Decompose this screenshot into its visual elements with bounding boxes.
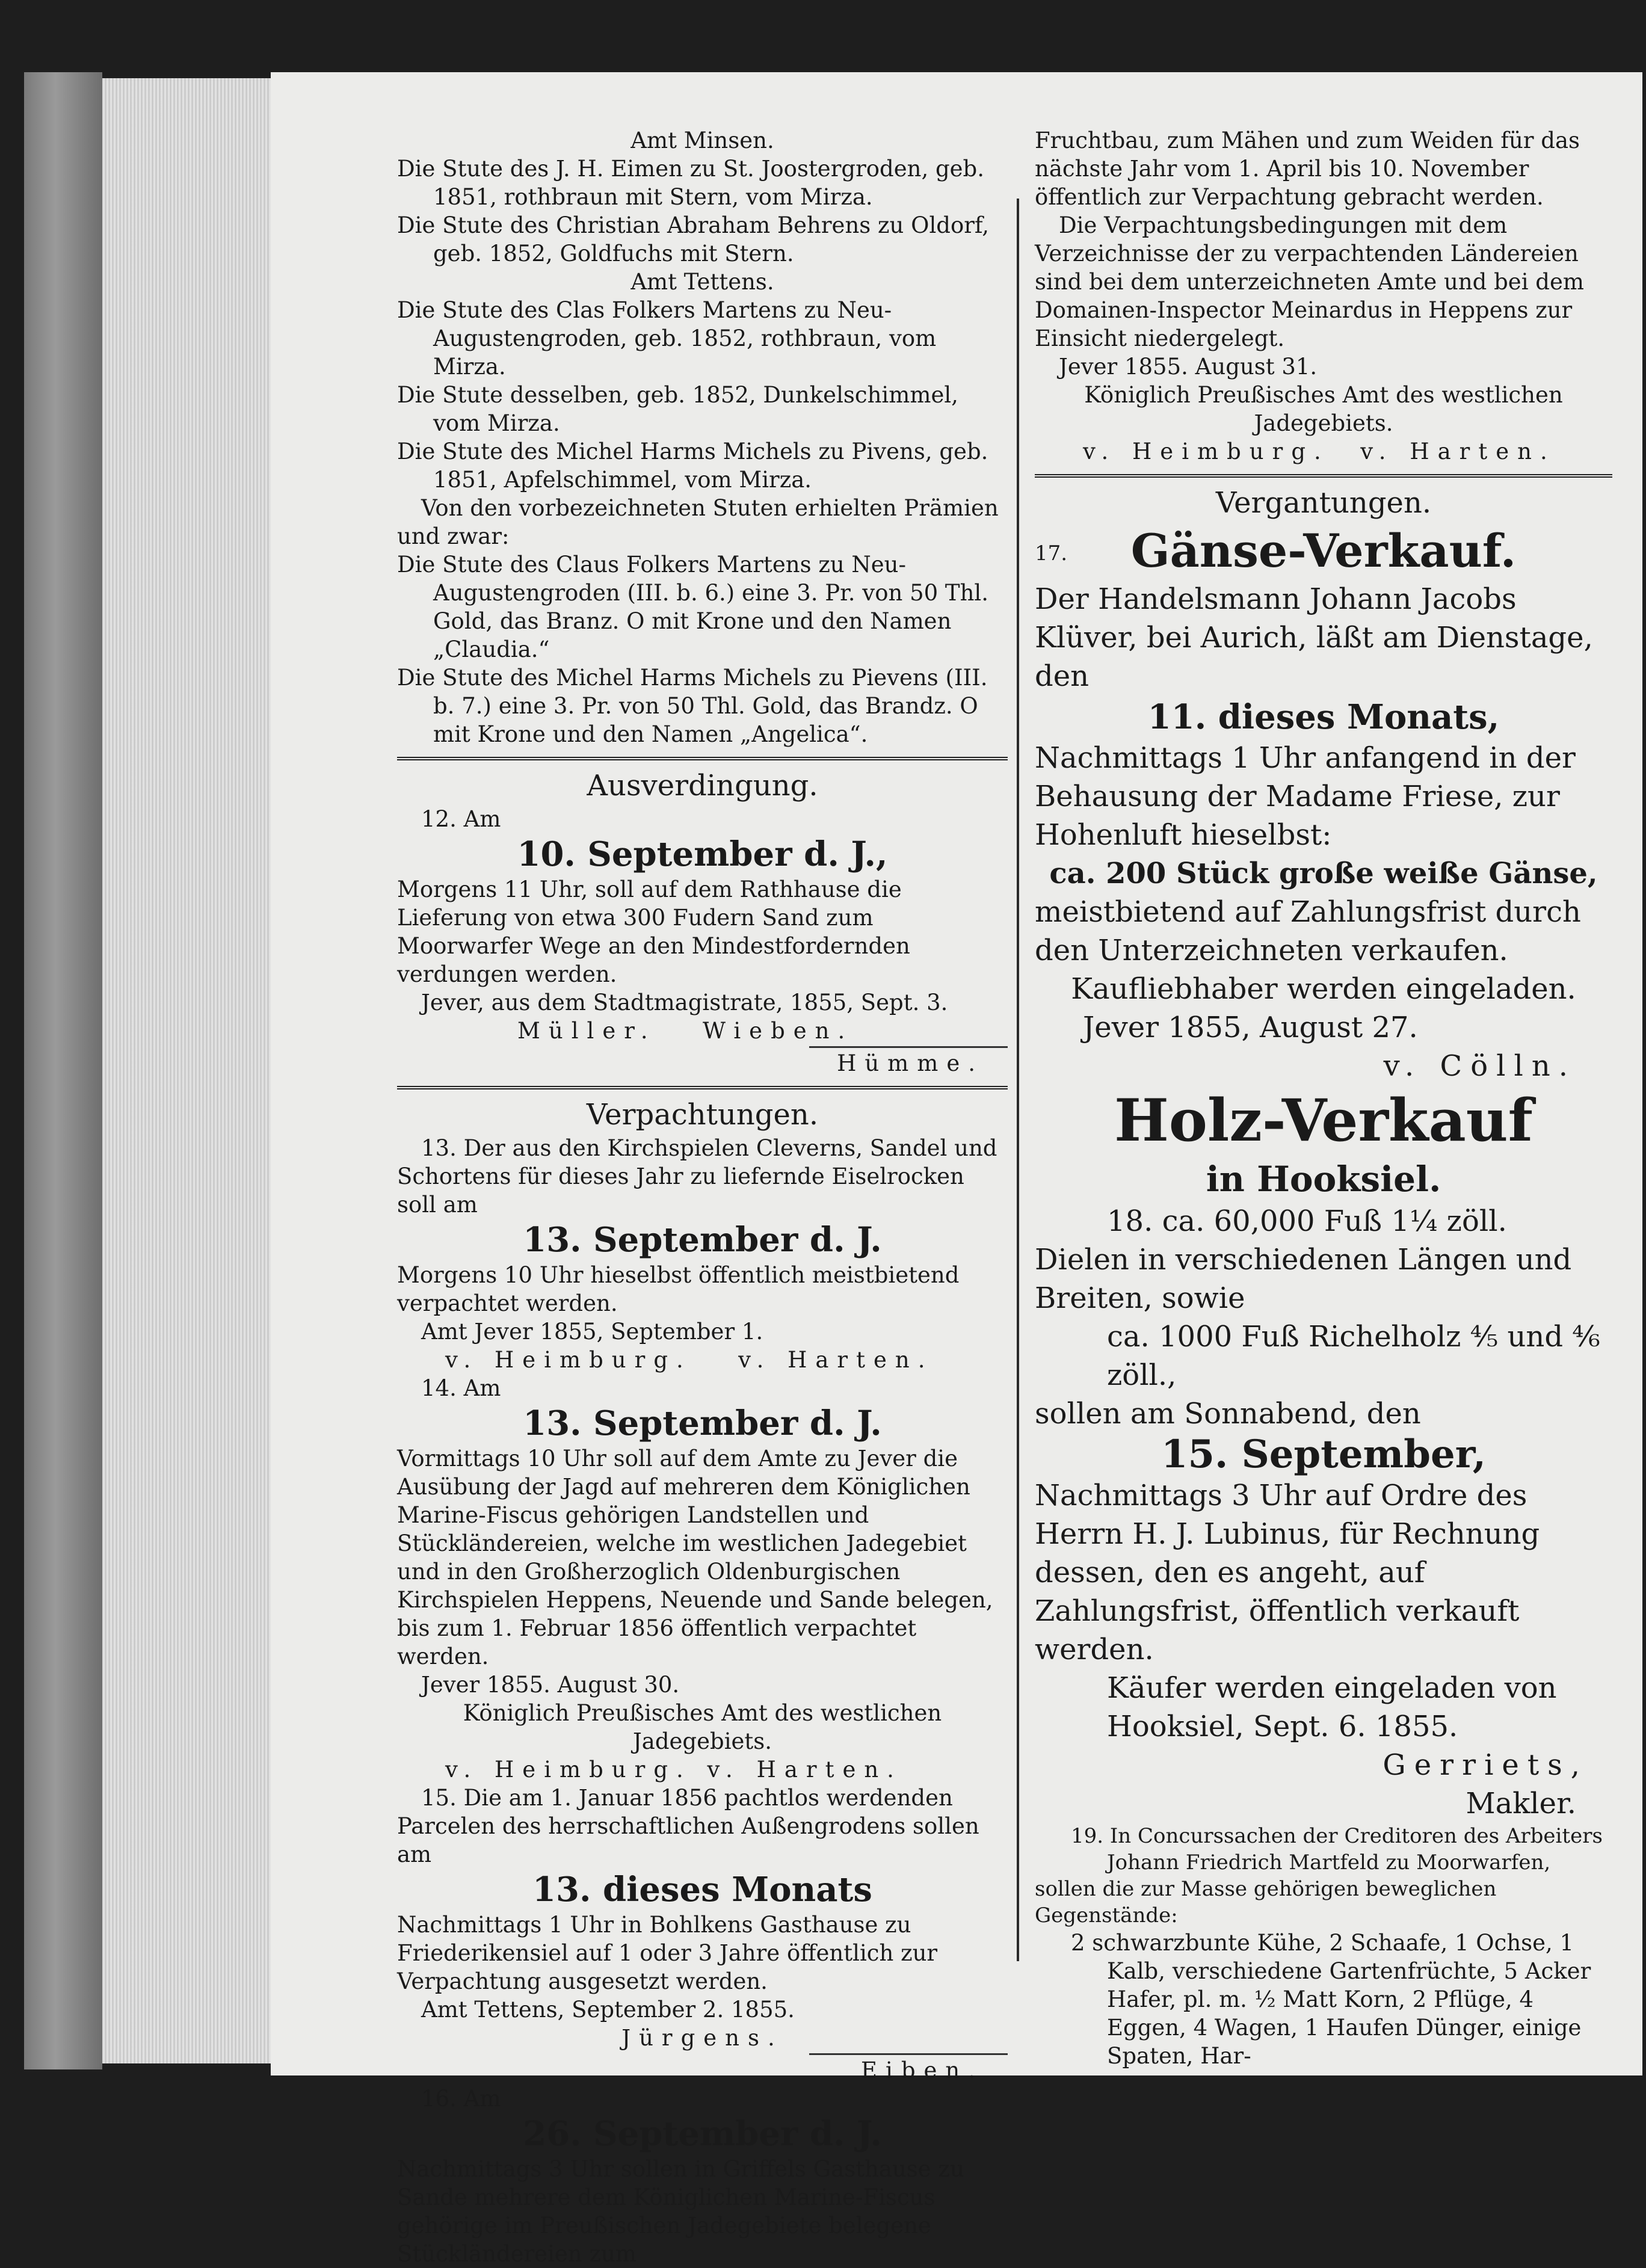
advert-date: 15. September, [1161,1432,1487,1477]
entry-text: Die Stute des Michel Harms Michels zu Pivens, geb. 1851, Apfelschimmel, vom Mirza. [397,439,988,493]
notice-intro: 12. Am [421,806,501,832]
notice-place: Jever, aus dem Stadtmagistrate, 1855, Sept. 3. [421,990,948,1015]
section-divider [1035,474,1612,478]
signature: v. Cölln. [1383,1049,1576,1083]
signature: Müller. [517,1018,656,1044]
office-name: Königlich Preußisches Amt des westlichen Jadegebiets. [463,1700,942,1754]
signature: v. Heimburg. [445,1347,692,1373]
signature: Wieben. [702,1018,854,1044]
notice-items: 2 schwarzbunte Kühe, 2 Schaafe, 1 Ochse, 1 Kalb, verschiedene Gartenfrüchte, 5 Acker Hafer, pl. m. ½ Matt Korn, 2 Pflüge, 4 Eggen, 4 Wagen, 1 Haufen Dünger, einige Spaten, Har- [1071,1930,1591,2069]
signature-rule [809,1046,1008,1048]
notice-date: 13. September d. J. [523,1404,882,1443]
section-title: Vergantungen. [1215,486,1432,520]
book-spine [24,72,102,2069]
entry-text: Die Stute desselben, geb. 1852, Dunkelschimmel, vom Mirza. [397,382,958,436]
signature: v. Harten. [738,1347,934,1373]
advert-date: 11. dieses Monats, [1147,697,1500,737]
notice-text: Fruchtbau, zum Mähen und zum Weiden für das nächste Jahr vom 1. April bis 10. November öffentlich zur Verpachtung gebracht werden. [1035,128,1580,210]
section-divider [397,757,1008,760]
notice-number: 17. [1035,541,1068,565]
advert-text: meistbietend auf Zahlungsfrist durch den Unterzeichneten verkaufen. [1035,895,1581,967]
section-title: Verpachtungen. [586,1098,819,1132]
entry-text: Die Stute des Michel Harms Michels zu Pievens (III. b. 7.) eine 3. Pr. von 50 Thl. Gold, das Brandz. O mit Krone und den Namen „Angelica“. [397,665,988,747]
entry-text: Die Stute des Clas Folkers Martens zu Neu-Augustengroden, geb. 1852, rothbraun, vom Mirza. [397,297,937,380]
advert-invite: Kaufliebhaber werden eingeladen. [1071,972,1576,1006]
advert-subheadline: in Hooksiel. [1206,1159,1441,1200]
section-divider [397,1086,1008,1089]
notice-text: Morgens 11 Uhr, soll auf dem Rathhause die Lieferung von etwa 300 Fudern Sand zum Moorwarfer Wege an den Mindestfordernden verdungen werden. [397,877,910,987]
advert-text: Der Handelsmann Johann Jacobs Klüver, bei Aurich, läßt am Dienstage, den [1035,582,1593,693]
signature-line [397,1017,1008,1045]
notice-date: 13. dieses Monats [532,1870,872,1909]
page-stack-edges [102,78,277,2063]
column-divider [1017,199,1019,1961]
advert-text: sollen am Sonnabend, den [1035,1397,1421,1431]
signature: Hümme. [837,1050,984,1076]
signature: Gerriets, [1382,1748,1588,1782]
signature: Jürgens. [621,2025,783,2051]
notice-text: sollen die zur Masse gehörigen beweglichen Gegenstände: [1035,1877,1497,1927]
signature-line [397,1346,1008,1374]
advert-place: Jever 1855, August 27. [1083,1011,1418,1044]
entry-text: Die Stute des Christian Abraham Behrens zu Oldorf, geb. 1852, Goldfuchs mit Stern. [397,212,990,267]
signature: Makler. [1466,1787,1576,1820]
notice-text: Die Verpachtungsbedingungen mit dem Verzeichnisse der zu verpachtenden Ländereien sind bei dem unterzeichneten Amte und bei dem Domainen-Inspector Meinardus in Heppens zur Einsicht niedergelegt. [1035,212,1584,351]
notice-intro: 16. Am [421,2086,501,2112]
notice-text: 19. In Concurssachen der Creditoren des Arbeiters Johann Friedrich Martfeld zu Moorwarfen, [1071,1824,1603,1875]
advert-text: Nachmittags 1 Uhr anfangend in der Behausung der Madame Friese, zur Hohenluft hieselbst: [1035,741,1576,852]
entry-text: Die Stute des J. H. Eimen zu St. Joostergroden, geb. 1851, rothbraun mit Stern, vom Mirza. [397,156,985,210]
advert-item: 18. ca. 60,000 Fuß 1¼ zöll. [1107,1204,1507,1238]
advert-invite: Käufer werden eingeladen von Hooksiel, Sept. 6. 1855. [1107,1671,1557,1743]
section-title: Ausverdingung. [587,769,818,803]
signature: v. Harten. [707,1757,902,1783]
advert-headline: Holz-Verkauf [1114,1086,1533,1154]
advert-text: Nachmittags 3 Uhr auf Ordre des Herrn H. J. Lubinus, für Rechnung dessen, den es angeht, auf Zahlungsfrist, öffentlich verkauft werden. [1035,1479,1540,1666]
signature-line [397,1755,1008,1784]
notice-date: 10. September d. J., [517,834,888,874]
signature-line [1035,437,1612,466]
signature: Eiben. [860,2057,984,2083]
notice-text: 13. Der aus den Kirchspielen Cleverns, Sandel und Schortens für dieses Jahr zu liefernde Eiselrocken soll am [397,1135,997,1218]
advert-item: ca. 1000 Fuß Richelholz ⁴⁄₅ und ⁴⁄₆ zöll., [1107,1320,1600,1392]
signature: v. Heimburg. [445,1757,692,1783]
signature: v. Harten. [1360,439,1556,464]
advert-item: ca. 200 Stück große weiße Gänse, [1049,857,1598,890]
notice-place: Amt Tettens, September 2. 1855. [421,1997,795,2023]
advert-text: Dielen in verschiedenen Längen und Breiten, sowie [1035,1243,1572,1315]
notice-intro: 14. Am [421,1375,501,1401]
advert-headline: Gänse-Verkauf. [1130,524,1517,578]
right-column [1035,126,1612,2070]
notice-text: 15. Die am 1. Januar 1856 pachtlos werdenden Parcelen des herrschaftlichen Außengrodens sollen am [397,1785,979,1867]
notice-place: Jever 1855. August 31. [1059,354,1318,380]
signature: v. Heimburg. [1083,439,1330,464]
section-heading: Amt Minsen. [630,128,774,153]
notice-place: Jever 1855. August 30. [421,1672,680,1698]
notice-date: 13. September d. J. [523,1220,882,1260]
notice-place: Amt Jever 1855, September 1. [421,1319,763,1345]
entry-text: Die Stute des Claus Folkers Martens zu Neu-Augustengroden (III. b. 6.) eine 3. Pr. von 50 Thl. Gold, das Branz. O mit Krone und den Namen „Claudia.“ [397,552,989,662]
signature-rule [809,2053,1008,2055]
notice-date: 26. September d. J. [523,2114,882,2154]
notice-text: Morgens 10 Uhr hieselbst öffentlich meistbietend verpachtet werden. [397,1262,960,1316]
notice-text: Nachmittags 1 Uhr in Bohlkens Gasthause zu Friederikensiel auf 1 oder 3 Jahre öffentlich zur Verpachtung ausgesetzt werden. [397,1912,938,1994]
office-name: Königlich Preußisches Amt des westlichen Jadegebiets. [1084,382,1563,436]
left-column [397,126,1008,2268]
entry-text: Von den vorbezeichneten Stuten erhielten Prämien und zwar: [397,495,999,549]
notice-text: Vormittags 10 Uhr soll auf dem Amte zu Jever die Ausübung der Jagd auf mehreren dem Königlichen Marine-Fiscus gehörigen Landstellen und Stückländereien, welche im westlichen Jadegebiet und in den Großherzoglich Oldenburgischen Kirchspielen Heppens, Neuende und Sande belegen, bis zum 1. Februar 1856 öffentlich verpachtet werden. [397,1446,993,1669]
notice-text: Nachmittags 3 Uhr sollen in Griffels Gasthause zu Sande mehrere dem Königlichen Marine-Fiscus gehörige im Preußischen Jadegebiete belegene Stückländereien zum [397,2156,964,2267]
section-heading: Amt Tettens. [630,269,774,295]
